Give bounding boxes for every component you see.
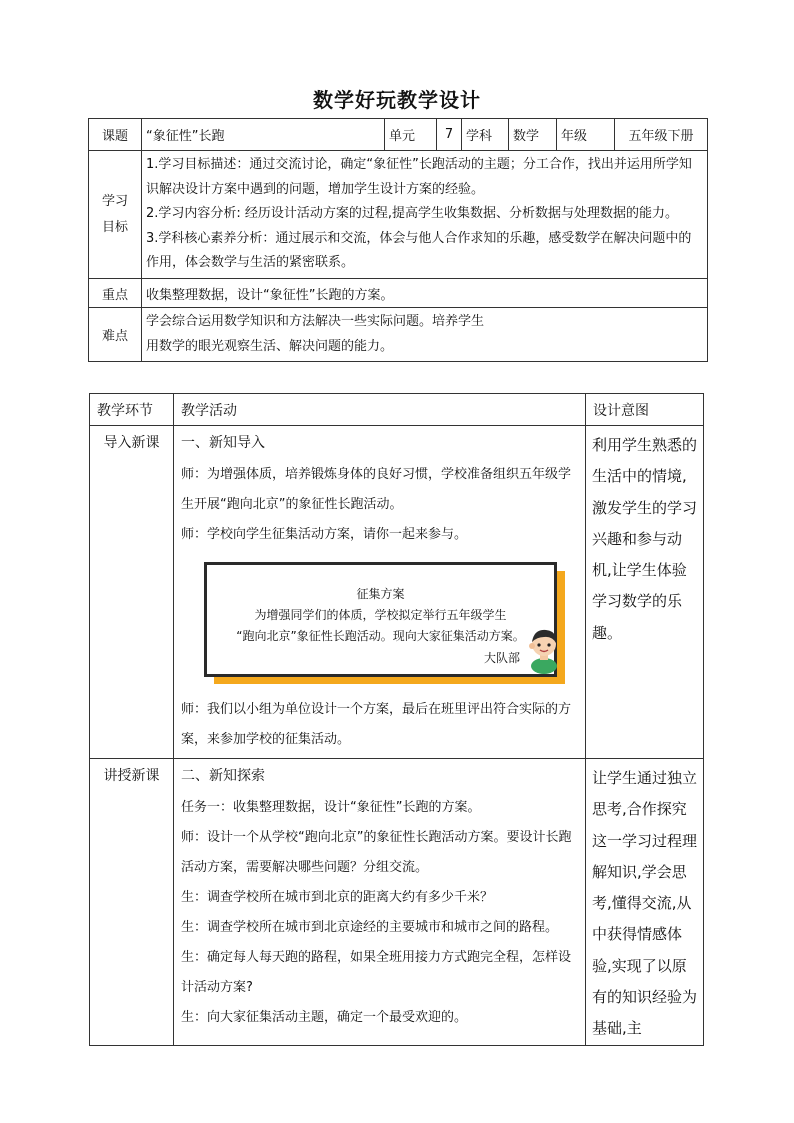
section-heading: 一、新知导入 <box>181 435 265 451</box>
grade-value: 五年级下册 <box>615 119 708 151</box>
grade-label: 年级 <box>557 119 615 151</box>
activity-line: 任务一：收集整理数据，设计“象征性”长跑的方案。 <box>181 800 481 815</box>
subject-label: 学科 <box>462 119 509 151</box>
header-intent: 设计意图 <box>586 394 704 426</box>
page-title: 数学好玩教学设计 <box>313 88 481 112</box>
topic-label: 课题 <box>89 119 142 151</box>
unit-label: 单元 <box>385 119 437 151</box>
key-value: 收集整理数据，设计“象征性”长跑的方案。 <box>142 279 708 308</box>
topic-value: “象征性”长跑 <box>142 119 385 151</box>
difficulty-line: 用数学的眼光观察生活、解决问题的能力。 <box>146 338 394 354</box>
goals-label-text: 学习目标 <box>101 193 128 235</box>
notice-card <box>204 562 557 677</box>
goal-item: 1.学习目标描述：通过交流讨论，确定“象征性”长跑活动的主题；分工合作，找出并运用所学知识解决设计方案中遇到的问题，增加学生设计方案的经验。 <box>146 157 692 197</box>
table-row <box>90 759 704 1046</box>
intent-cell: 利用学生熟悉的生活中的情境,激发学生的学习兴趣和参与动机,让学生体验学习数学的乐趣。 <box>586 426 704 759</box>
activity-line: 师：设计一个从学校“跑向北京”的象征性长跑活动方案。要设计长跑活动方案，需要解决哪些问题？分组交流。 <box>181 830 572 875</box>
student-character-icon <box>524 624 564 674</box>
subject-value: 数学 <box>509 119 557 151</box>
difficulty-content <box>142 308 708 362</box>
notice-signature: 大队部 <box>483 651 520 665</box>
goals-content <box>142 151 708 279</box>
activity-line: 师：为增强体质，培养锻炼身体的良好习惯，学校准备组织五年级学生开展“跑向北京”的象征性长跑活动。 <box>181 467 572 512</box>
notice-line: 为增强同学们的体质，学校拟定举行五年级学生 <box>254 608 507 622</box>
activity-line: 师：学校向学生征集活动方案，请你一起来参与。 <box>181 527 468 542</box>
key-label: 重点 <box>89 279 142 308</box>
goal-item: 2.学习内容分析: 经历设计活动方案的过程,提高学生收集数据、分析数据与处理数据的能力。 <box>146 206 679 222</box>
unit-value: 7 <box>437 119 462 151</box>
goal-item: 3.学科核心素养分析：通过展示和交流，体会与他人合作求知的乐趣，感受数学在解决问题中的作用，体会数学与生活的紧密联系。 <box>146 230 692 271</box>
lesson-table <box>89 393 704 1046</box>
stage-cell: 导入新课 <box>90 426 174 759</box>
activity-line: 生：向大家征集活动主题，确定一个最受欢迎的。 <box>181 1010 468 1025</box>
activity-cell <box>174 759 586 1046</box>
stage-cell: 讲授新课 <box>90 759 174 1046</box>
activity-line: 生：调查学校所在城市到北京途经的主要城市和城市之间的路程。 <box>181 920 559 935</box>
activity-line: 生：确定每人每天跑的路程，如果全班用接力方式跑完全程，怎样设计活动方案? <box>181 950 572 995</box>
header-stage: 教学环节 <box>90 394 174 426</box>
lesson-header-row <box>90 394 704 426</box>
notice-title: 征集方案 <box>356 587 405 601</box>
notice-line: “跑向北京”象征性长跑活动。现向大家征集活动方案。 <box>236 629 525 643</box>
notice-card-box <box>204 562 557 677</box>
intent-cell: 让学生通过独立思考,合作探究这一学习过程理解知识,学会思考,懂得交流,从中获得情感体验,实现了以原有的知识经验为基础,主 <box>586 759 704 1046</box>
goals-label <box>89 151 142 279</box>
activity-cell <box>174 426 586 759</box>
info-table <box>88 118 708 362</box>
section-heading: 二、新知探索 <box>181 768 265 784</box>
difficulty-label: 难点 <box>89 308 142 362</box>
activity-line: 师：我们以小组为单位设计一个方案，最后在班里评出符合实际的方案，来参加学校的征集活动。 <box>181 702 572 747</box>
header-activity: 教学活动 <box>174 394 586 426</box>
difficulty-line: 学会综合运用数学知识和方法解决一些实际问题。培养学生 <box>146 314 485 329</box>
table-row <box>90 426 704 759</box>
activity-line: 生：调查学校所在城市到北京的距离大约有多少千米？ <box>181 890 494 905</box>
